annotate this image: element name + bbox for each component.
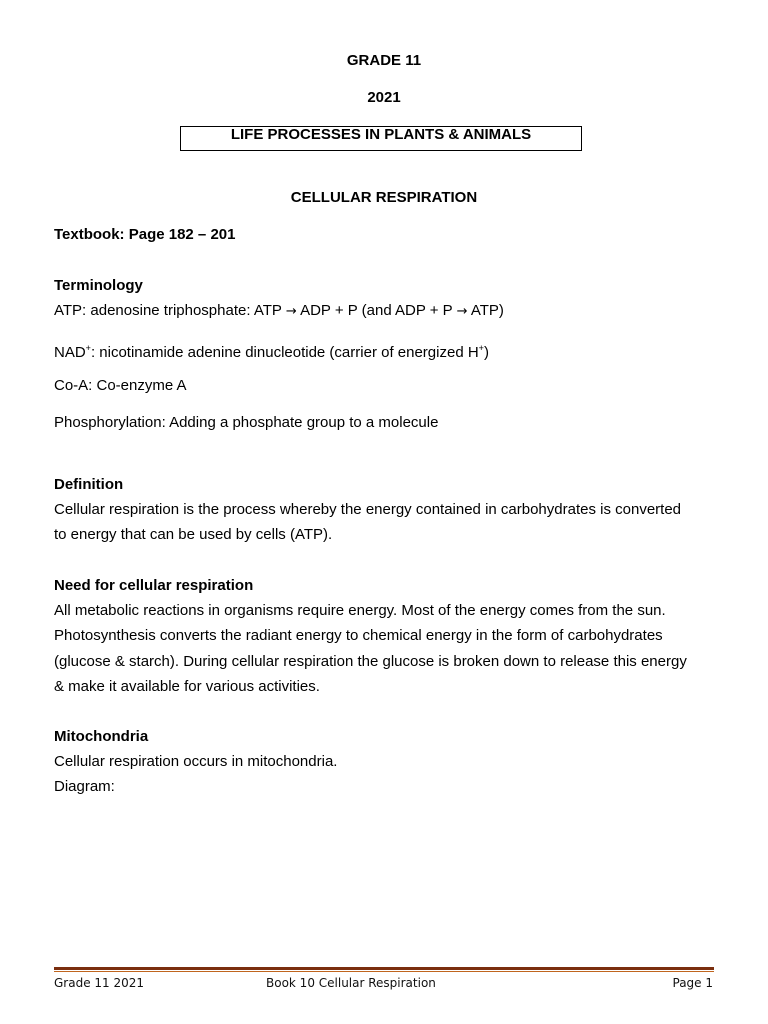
- need-line: Photosynthesis converts the radiant energy to chemical energy in the form of carbohydrates: [54, 627, 663, 644]
- nad-label: NAD: [54, 344, 86, 361]
- mitochondria-heading: Mitochondria: [54, 728, 149, 745]
- need-line: (glucose & starch). During cellular respiration the glucose is broken down to release this energy: [54, 653, 687, 670]
- footer-rule-thin: [54, 971, 714, 972]
- terminology-heading: Terminology: [54, 277, 143, 294]
- atp-text: ATP: adenosine triphosphate: ATP: [54, 302, 282, 319]
- diagram-label: Diagram:: [54, 778, 115, 795]
- nad-text: : nicotinamide adenine dinucleotide (carrier of energized H: [90, 344, 479, 361]
- nad-term: [54, 339, 489, 362]
- footer-rule-thick: [54, 967, 714, 970]
- definition-line: to energy that can be used by cells (ATP).: [54, 526, 333, 543]
- right-arrow-icon: →: [285, 304, 297, 319]
- grade-title: GRADE 11: [346, 52, 422, 69]
- mitochondria-line: Cellular respiration occurs in mitochondria.: [54, 753, 338, 770]
- footer-center: Book 10 Cellular Respiration: [266, 976, 436, 990]
- coa-term: Co-A: Co-enzyme A: [54, 377, 187, 394]
- h-superscript: +: [478, 343, 484, 353]
- nad-superscript: +: [85, 343, 91, 353]
- year-title: 2021: [367, 89, 401, 106]
- atp-mid-text: ADP + P (and ADP + P: [300, 302, 453, 319]
- definition-heading: Definition: [54, 476, 124, 493]
- phosphorylation-term: Phosphorylation: Adding a phosphate group to a molecule: [54, 414, 439, 431]
- textbook-reference: Textbook: Page 182 – 201: [54, 226, 236, 243]
- topic-title: CELLULAR RESPIRATION: [290, 189, 478, 206]
- nad-close: ): [483, 344, 489, 361]
- atp-end-text: ATP): [470, 302, 504, 319]
- definition-line: Cellular respiration is the process whereby the energy contained in carbohydrates is converted: [54, 501, 682, 518]
- atp-term: [54, 302, 504, 321]
- right-arrow-icon: →: [456, 304, 468, 319]
- need-heading: Need for cellular respiration: [54, 577, 254, 594]
- footer-page-number: Page 1: [672, 976, 713, 990]
- need-line: All metabolic reactions in organisms require energy. Most of the energy comes from the sun.: [54, 602, 666, 619]
- box-title: LIFE PROCESSES IN PLANTS & ANIMALS: [230, 126, 532, 143]
- need-line: & make it available for various activities.: [54, 678, 320, 695]
- footer-left: Grade 11 2021: [54, 976, 145, 990]
